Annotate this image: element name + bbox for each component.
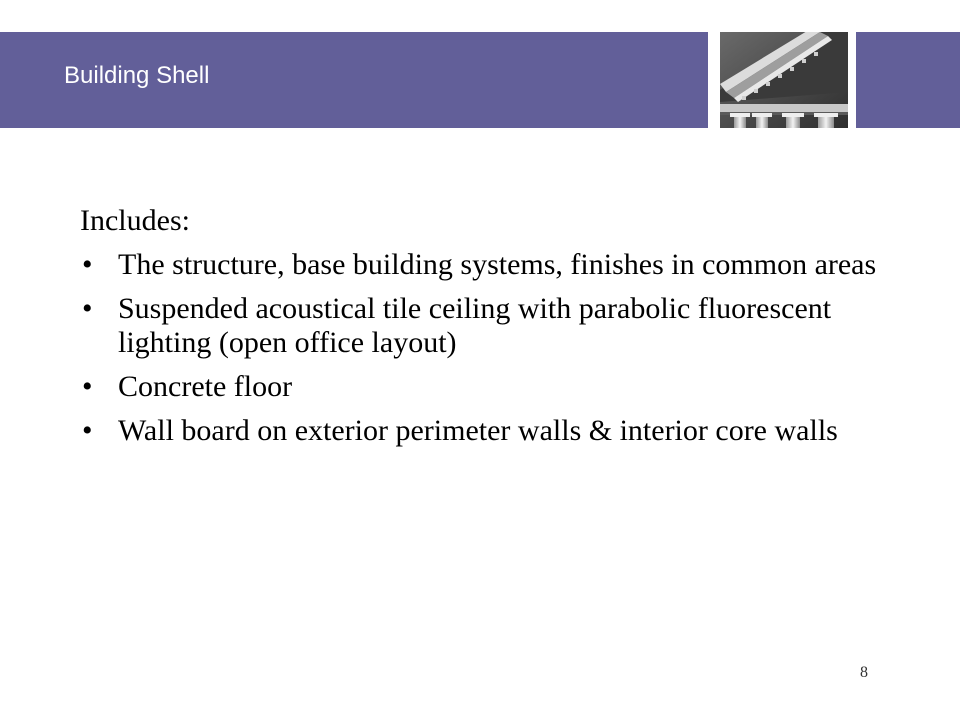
list-item xyxy=(80,370,880,404)
bullet-icon: • xyxy=(82,248,93,281)
header-band-right xyxy=(856,32,960,128)
list-item-text: The structure, base building systems, finishes in common areas xyxy=(118,248,877,281)
building-pediment-icon xyxy=(720,32,848,128)
list-item xyxy=(80,248,880,282)
bullet-icon: • xyxy=(82,370,93,403)
slide-body xyxy=(80,204,880,458)
bullet-list xyxy=(80,248,880,448)
list-item-text: Suspended acoustical tile ceiling with parabolic fluorescent lighting (open office layout) xyxy=(118,292,832,359)
slide-title: Building Shell xyxy=(64,62,210,89)
page-number: 8 xyxy=(860,664,868,681)
bullet-icon: • xyxy=(82,292,93,325)
list-item-text: Wall board on exterior perimeter walls & interior core walls xyxy=(118,414,838,447)
intro-text: Includes: xyxy=(80,204,190,237)
list-item xyxy=(80,414,880,448)
list-item-text: Concrete floor xyxy=(118,370,293,403)
bullet-icon: • xyxy=(82,414,93,447)
list-item xyxy=(80,292,880,360)
